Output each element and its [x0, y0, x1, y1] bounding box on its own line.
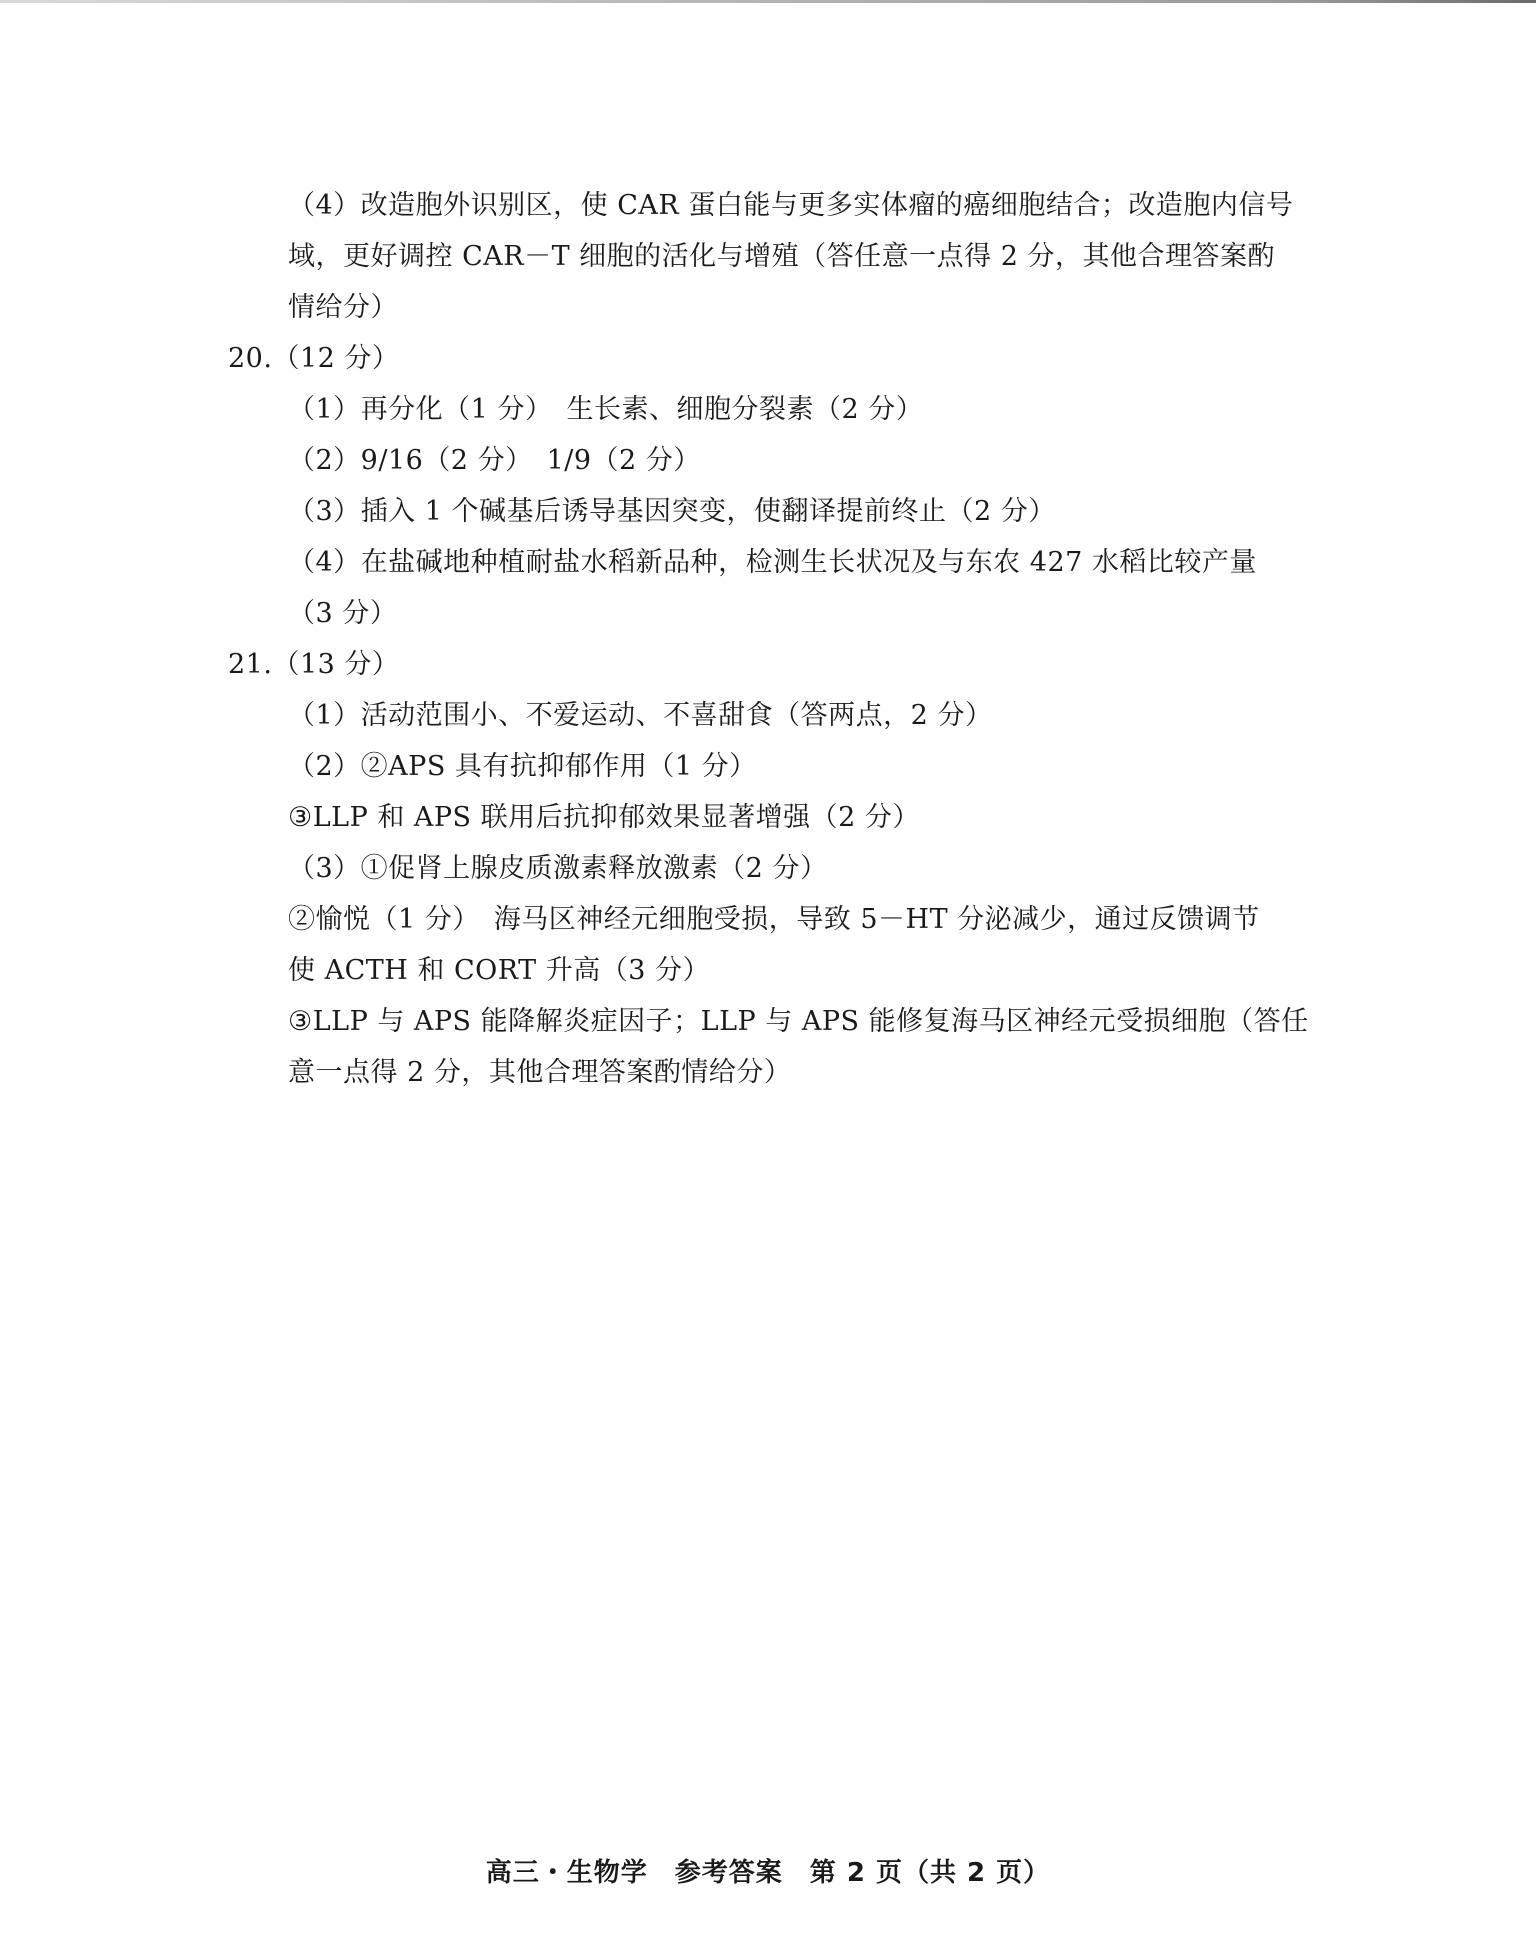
answer-20-4-line-1: （4）在盐碱地种植耐盐水稻新品种，检测生长状况及与东农 427 水稻比较产量	[288, 547, 1257, 578]
answer-21-2-b: ③LLP 和 APS 联用后抗抑郁效果显著增强（2 分）	[288, 802, 920, 833]
answer-20-4-line-2: （3 分）	[288, 598, 398, 629]
answer-20-2: （2）9/16（2 分） 1/9（2 分）	[288, 445, 701, 476]
question-21-header: 21.（13 分）	[228, 649, 400, 680]
answer-21-3-c-line-1: ③LLP 与 APS 能降解炎症因子；LLP 与 APS 能修复海马区神经元受损细胞（答任	[288, 1006, 1309, 1037]
answer-21-3-b-line-1: ②愉悦（1 分） 海马区神经元细胞受损，导致 5－HT 分泌减少，通过反馈调节	[288, 904, 1260, 935]
page-top-edge	[0, 0, 1536, 3]
answer-19-4-line-1: （4）改造胞外识别区，使 CAR 蛋白能与更多实体瘤的癌细胞结合；改造胞内信号	[288, 190, 1294, 221]
answer-21-3-c-line-2: 意一点得 2 分，其他合理答案酌情给分）	[288, 1057, 792, 1088]
question-20-header: 20.（12 分）	[228, 343, 400, 374]
answer-21-2-a: （2）②APS 具有抗抑郁作用（1 分）	[288, 751, 757, 782]
answer-21-3-b-line-2: 使 ACTH 和 CORT 升高（3 分）	[288, 955, 710, 986]
page-footer: 高三・生物学 参考答案 第 2 页（共 2 页）	[485, 1858, 1051, 1888]
answer-20-1: （1）再分化（1 分） 生长素、细胞分裂素（2 分）	[288, 394, 924, 425]
answer-20-3: （3）插入 1 个碱基后诱导基因突变，使翻译提前终止（2 分）	[288, 496, 1056, 527]
answer-19-4-line-2: 域，更好调控 CAR－T 细胞的活化与增殖（答任意一点得 2 分，其他合理答案酌	[288, 241, 1276, 272]
answer-19-4-line-3: 情给分）	[288, 292, 398, 323]
answer-21-3-a: （3）①促肾上腺皮质激素释放激素（2 分）	[288, 853, 828, 884]
answer-21-1: （1）活动范围小、不爱运动、不喜甜食（答两点，2 分）	[288, 700, 993, 731]
